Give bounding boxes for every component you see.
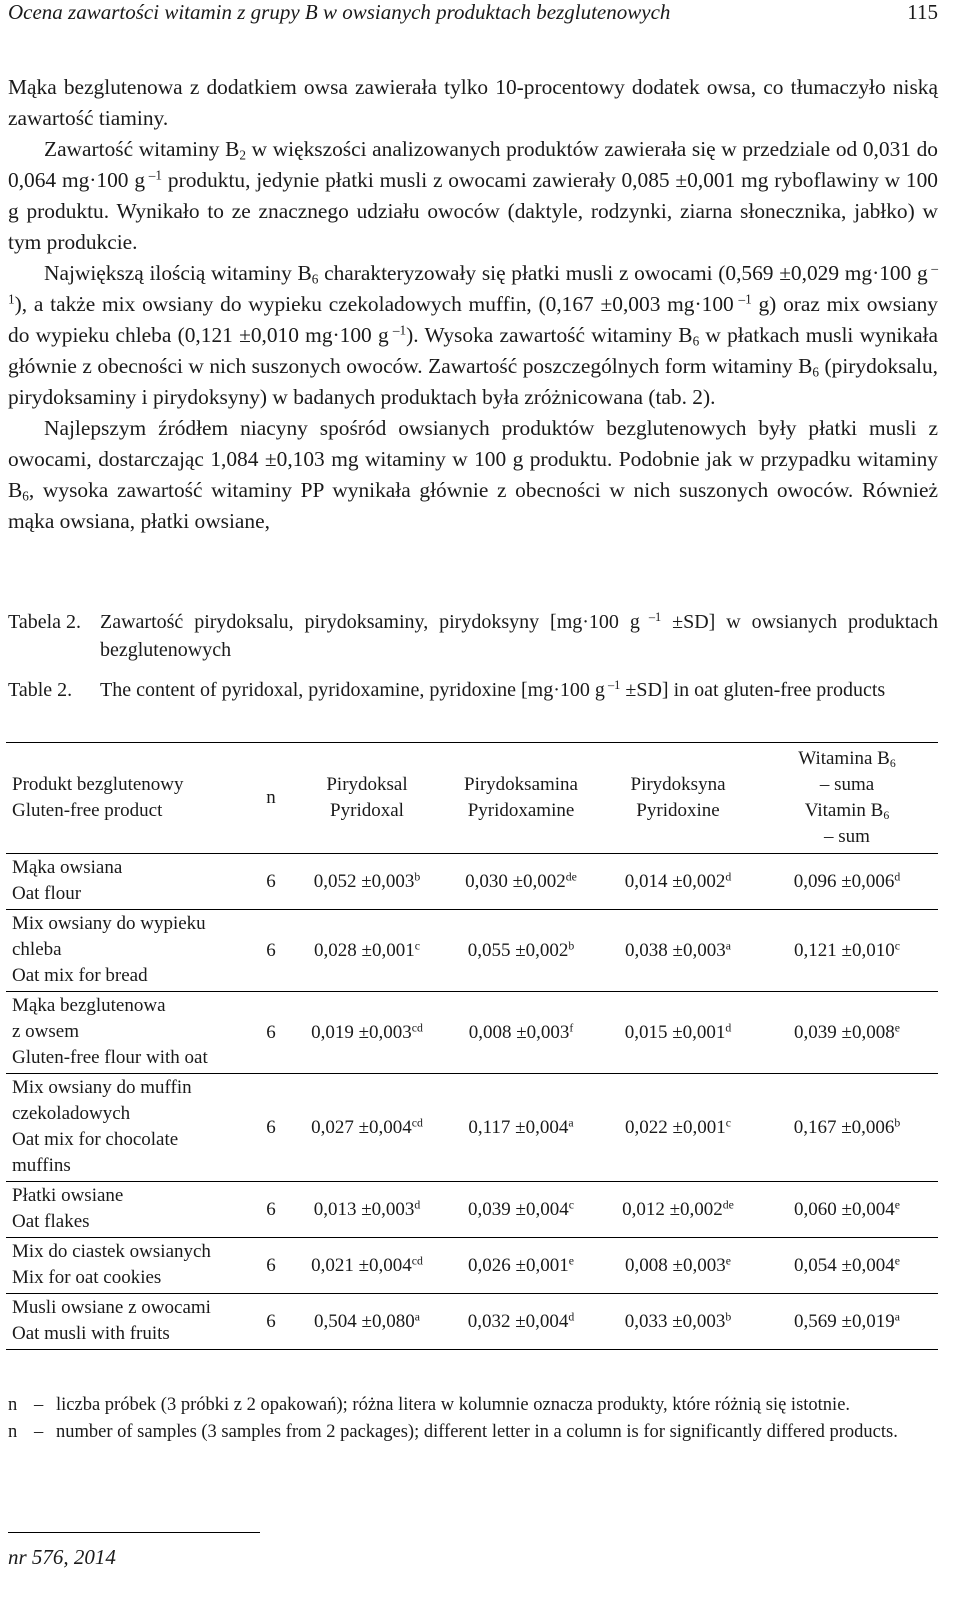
product-cell: Musli owsiane z owocami Oat musli with fruits	[6, 1294, 250, 1350]
product-cell: Mąka owsiana Oat flour	[6, 854, 250, 910]
header-pyridoxine: Pirydoksyna Pyridoxine	[600, 743, 756, 854]
table-row	[6, 1182, 938, 1238]
header-n: n	[250, 743, 292, 854]
product-cell: Mix owsiany do muffin czekoladowych Oat mix for chocolate muffins	[6, 1074, 250, 1182]
pyridoxamine-cell: 0,008 ±0,003$^f$	[442, 992, 600, 1074]
page-number: 115	[907, 0, 938, 24]
body-text	[8, 72, 938, 537]
sum-cell: 0,039 ±0,008$^e$	[756, 992, 938, 1074]
n-cell: 6	[250, 910, 292, 992]
caption-label-en: Table 2.	[8, 679, 73, 701]
sum-cell: 0,121 ±0,010$^c$	[756, 910, 938, 992]
footer-issue: nr 576, 2014	[8, 1545, 116, 1569]
caption-text-pl: Zawartość pirydoksalu, pirydoksaminy, pirydoksyny [mg·100 g $^{-1}$ ±SD] w owsianych produktach bezglutenowych	[100, 610, 939, 661]
n-cell: 6	[250, 854, 292, 910]
sum-cell: 0,569 ±0,019$^a$	[756, 1294, 938, 1350]
header-product: Produkt bezglutenowy Gluten-free product	[6, 743, 250, 854]
table-footnotes	[8, 1393, 938, 1447]
n-cell: 6	[250, 1238, 292, 1294]
table-caption-pl	[8, 608, 938, 664]
paragraph-3: Największą ilością witaminy $B_6$ charakteryzowały się płatki musli z owocami (0,569 ±0,029 mg·100 g $^{-1}$), a także mix owsiany do wypieku czekoladowych muffin, (0,167 ±0,003 mg·100 $^{-1}$ g) oraz mix owsiany do wypieku chleba (0,121 ±0,010 mg·100 g $^{-1}$). Wysoka zawartość witaminy $B_6$ w płatkach musli wynikała głównie z obecności w nich suszonych owoców. Zawartość poszczególnych form witaminy $B_6$ (pirydoksalu, pirydoksaminy i pirydoksyny) w badanych produktach była zróżnicowana (tab. 2).	[8, 260, 939, 409]
pyridoxine-cell: 0,015 ±0,001$^d$	[600, 992, 756, 1074]
table-header-row	[6, 743, 938, 854]
product-cell: Mix owsiany do wypieku chleba Oat mix for bread	[6, 910, 250, 992]
product-cell: Płatki owsiane Oat flakes	[6, 1182, 250, 1238]
caption-label-pl: Tabela 2.	[8, 611, 82, 633]
product-cell: Mix do ciastek owsianych Mix for oat cookies	[6, 1238, 250, 1294]
pyridoxal-cell: 0,027 ±0,004$^{cd}$	[292, 1074, 442, 1182]
table-row	[6, 910, 938, 992]
pyridoxamine-cell: 0,039 ±0,004$^c$	[442, 1182, 600, 1238]
footnote-pl: n – liczba próbek (3 próbki z 2 opakowań); różna litera w kolumnie oznacza produkty, które różnią się istotnie.	[8, 1395, 851, 1415]
pyridoxamine-cell: 0,117 ±0,004$^a$	[442, 1074, 600, 1182]
pyridoxal-cell: 0,504 ±0,080$^a$	[292, 1294, 442, 1350]
n-cell: 6	[250, 992, 292, 1074]
table-body	[6, 854, 938, 1350]
vitamin-b6-table	[6, 742, 938, 1350]
running-title: Ocena zawartości witamin z grupy B w owsianych produktach bezglutenowych	[8, 0, 671, 24]
pyridoxine-cell: 0,022 ±0,001$^c$	[600, 1074, 756, 1182]
pyridoxal-cell: 0,013 ±0,003$^d$	[292, 1182, 442, 1238]
sum-cell: 0,060 ±0,004$^e$	[756, 1182, 938, 1238]
table-caption-en	[8, 676, 938, 704]
pyridoxal-cell: 0,021 ±0,004$^{cd}$	[292, 1238, 442, 1294]
pyridoxamine-cell: 0,055 ±0,002$^b$	[442, 910, 600, 992]
pyridoxal-cell: 0,019 ±0,003$^{cd}$	[292, 992, 442, 1074]
pyridoxamine-cell: 0,026 ±0,001$^e$	[442, 1238, 600, 1294]
table-row	[6, 992, 938, 1074]
product-cell: Mąka bezglutenowa z owsem Gluten-free flour with oat	[6, 992, 250, 1074]
pyridoxine-cell: 0,033 ±0,003$^b$	[600, 1294, 756, 1350]
running-header	[8, 0, 938, 28]
n-cell: 6	[250, 1074, 292, 1182]
pyridoxine-cell: 0,014 ±0,002$^d$	[600, 854, 756, 910]
pyridoxamine-cell: 0,032 ±0,004$^d$	[442, 1294, 600, 1350]
pyridoxal-cell: 0,028 ±0,001$^c$	[292, 910, 442, 992]
sum-cell: 0,096 ±0,006$^d$	[756, 854, 938, 910]
footer-divider	[8, 1532, 260, 1533]
header-vitamin-b6-sum: Witamina $B_6$ – suma Vitamin $B_6$ – sum	[756, 743, 938, 854]
paragraph-2: Zawartość witaminy $B_2$ w większości analizowanych produktów zawierała się w przedziale od 0,031 do 0,064 mg·100 g $^{-1}$ produktu, jedynie płatki musli z owocami zawierały 0,085 ±0,001 mg ryboflawiny w 100 g produktu. Wynikało to ze znacznego udziału owoców (daktyle, rodzynki, ziarna słonecznika, jabłko) w tym produkcie.	[8, 137, 939, 254]
n-cell: 6	[250, 1182, 292, 1238]
paragraph-4: Najlepszym źródłem niacyny spośród owsianych produktów bezglutenowych były płatki musli z owocami, dostarczając 1,084 ±0,103 mg witaminy w 100 g produktu. Podobnie jak w przypadku witaminy $B_6$, wysoka zawartość witaminy PP wynikała głównie z obecności w nich suszonych owoców. Również mąka owsiana, płatki owsiane,	[8, 416, 938, 533]
sum-cell: 0,054 ±0,004$^e$	[756, 1238, 938, 1294]
pyridoxine-cell: 0,012 ±0,002de	[600, 1182, 756, 1238]
header-pyridoxamine: Pirydoksamina Pyridoxamine	[442, 743, 600, 854]
paragraph-1: Mąka bezglutenowa z dodatkiem owsa zawierała tylko 10-procentowy dodatek owsa, co tłumaczyło niską zawartość tiaminy.	[8, 75, 938, 130]
pyridoxine-cell: 0,008 ±0,003$^e$	[600, 1238, 756, 1294]
table-row	[6, 854, 938, 910]
caption-text-en: The content of pyridoxal, pyridoxamine, pyridoxine [mg·100 g $^{-1}$ ±SD] in oat gluten-free products	[100, 678, 886, 701]
table-row	[6, 1238, 938, 1294]
sum-cell: 0,167 ±0,006$^b$	[756, 1074, 938, 1182]
pyridoxamine-cell: 0,030 ±0,002de	[442, 854, 600, 910]
pyridoxal-cell: 0,052 ±0,003$^b$	[292, 854, 442, 910]
table-row	[6, 1074, 938, 1182]
table-row	[6, 1294, 938, 1350]
n-cell: 6	[250, 1294, 292, 1350]
header-pyridoxal: Pirydoksal Pyridoxal	[292, 743, 442, 854]
pyridoxine-cell: 0,038 ±0,003$^a$	[600, 910, 756, 992]
footnote-en: n – number of samples (3 samples from 2 packages); different letter in a column is for significantly differed products.	[8, 1422, 898, 1442]
